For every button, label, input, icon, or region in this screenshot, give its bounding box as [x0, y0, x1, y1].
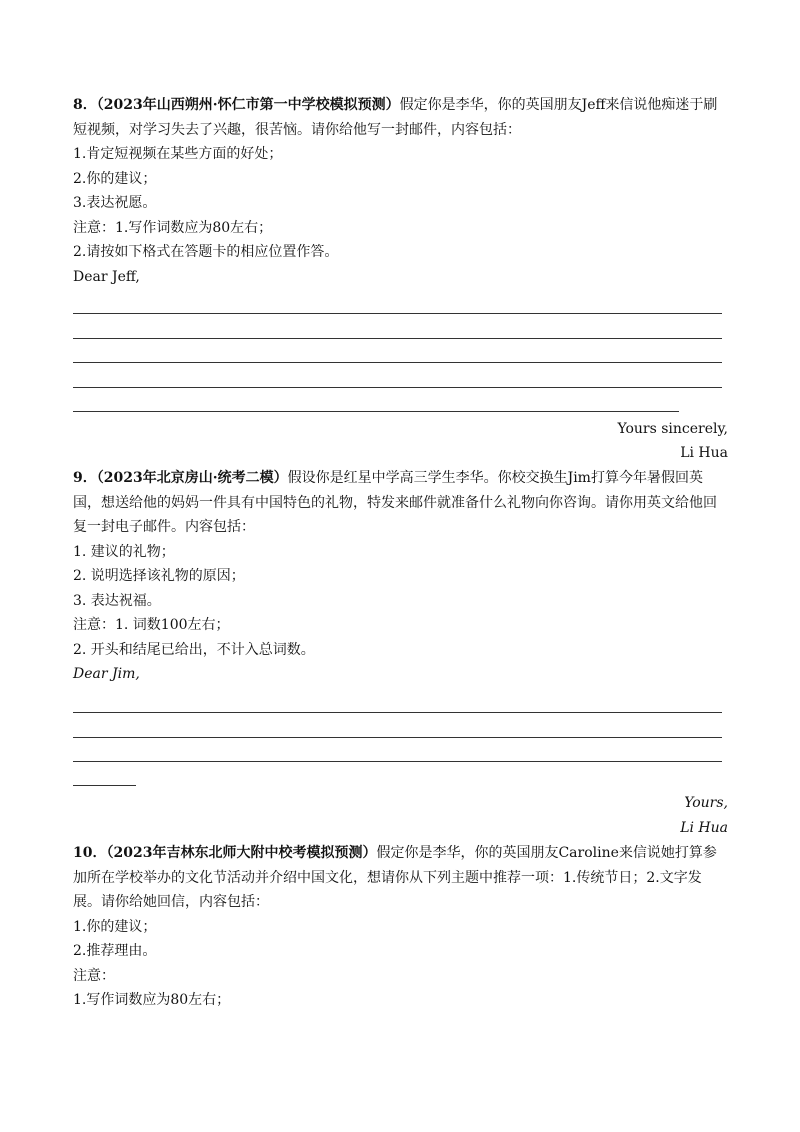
- question-8-number: 8．: [73, 97, 97, 113]
- question-8-item: 1.肯定短视频在某些方面的好处；: [73, 146, 283, 162]
- answer-line: [73, 362, 722, 363]
- answer-line: [73, 338, 722, 339]
- question-10: [73, 841, 729, 1013]
- question-8-note: 注意：1.写作词数应为80左右；: [73, 219, 273, 236]
- question-9-number: 9．: [73, 470, 97, 486]
- question-8-signature: Li Hua: [680, 445, 728, 461]
- question-8-greeting: Dear Jeff,: [73, 268, 140, 285]
- question-9-item: 2. 说明选择该礼物的原因；: [73, 568, 245, 584]
- question-8-note: 2.请按如下格式在答题卡的相应位置作答。: [73, 244, 339, 260]
- question-9-closing: Yours,: [684, 795, 728, 811]
- question-9-text: 假设你是红星中学高三学生李华。你校交换生Jim打算今年暑假回英国，想送给他的妈妈一件具有中国特色的礼物，特发来邮件就准备什么礼物向你咨询。请你用英文给他回复一封电子邮件。内容包括：: [73, 470, 717, 535]
- question-9-item: 1. 建议的礼物；: [73, 543, 175, 560]
- question-8-item: 2.你的建议；: [73, 170, 157, 187]
- question-10-number: 10．: [73, 845, 107, 861]
- question-10-note: 注意：: [73, 967, 115, 984]
- question-10-item: 1.你的建议；: [73, 918, 157, 935]
- question-9-note: 2. 开头和结尾已给出，不计入总词数。: [73, 641, 315, 658]
- answer-line: [73, 411, 679, 412]
- question-8-closing: Yours sincerely,: [617, 421, 728, 437]
- answer-line: [73, 737, 722, 738]
- question-9-note: 注意：1. 词数100左右；: [73, 617, 230, 633]
- answer-line: [73, 785, 136, 786]
- answer-line: [73, 761, 722, 762]
- question-8-text: 假定你是李华，你的英国朋友Jeff来信说他痴迷于刷短视频，对学习失去了兴趣，很苦恼。请你给他写一封邮件，内容包括：: [73, 97, 718, 138]
- question-9-item: 3. 表达祝福。: [73, 592, 161, 609]
- question-10-text: 假定你是李华，你的英国朋友Caroline来信说她打算参加所在学校举办的文化节活动并介绍中国文化，想请你从下列主题中推荐一项：1.传统节日；2.文字发展。请你给她回信，内容包括：: [73, 845, 717, 910]
- question-8: [73, 93, 729, 289]
- question-9-source: （2023年北京房山·统考二模）: [96, 470, 288, 486]
- question-10-prompt: [73, 841, 729, 915]
- answer-line: [73, 712, 722, 713]
- question-8-source: （2023年山西朔州·怀仁市第一中学校模拟预测）: [96, 97, 400, 113]
- question-8-item: 3.表达祝愿。: [73, 195, 157, 211]
- question-10-item: 2.推荐理由。: [73, 943, 157, 959]
- answer-line: [73, 387, 722, 388]
- question-9-prompt: [73, 466, 729, 540]
- question-8-prompt: [73, 93, 729, 142]
- question-10-note: 1.写作词数应为80左右；: [73, 992, 231, 1008]
- question-9: [73, 466, 729, 687]
- question-10-source: （2023年吉林东北师大附中校考模拟预测）: [106, 845, 377, 861]
- question-9-greeting: Dear Jim,: [73, 666, 140, 682]
- question-9-signature: Li Hua: [680, 820, 728, 836]
- answer-line: [73, 313, 722, 314]
